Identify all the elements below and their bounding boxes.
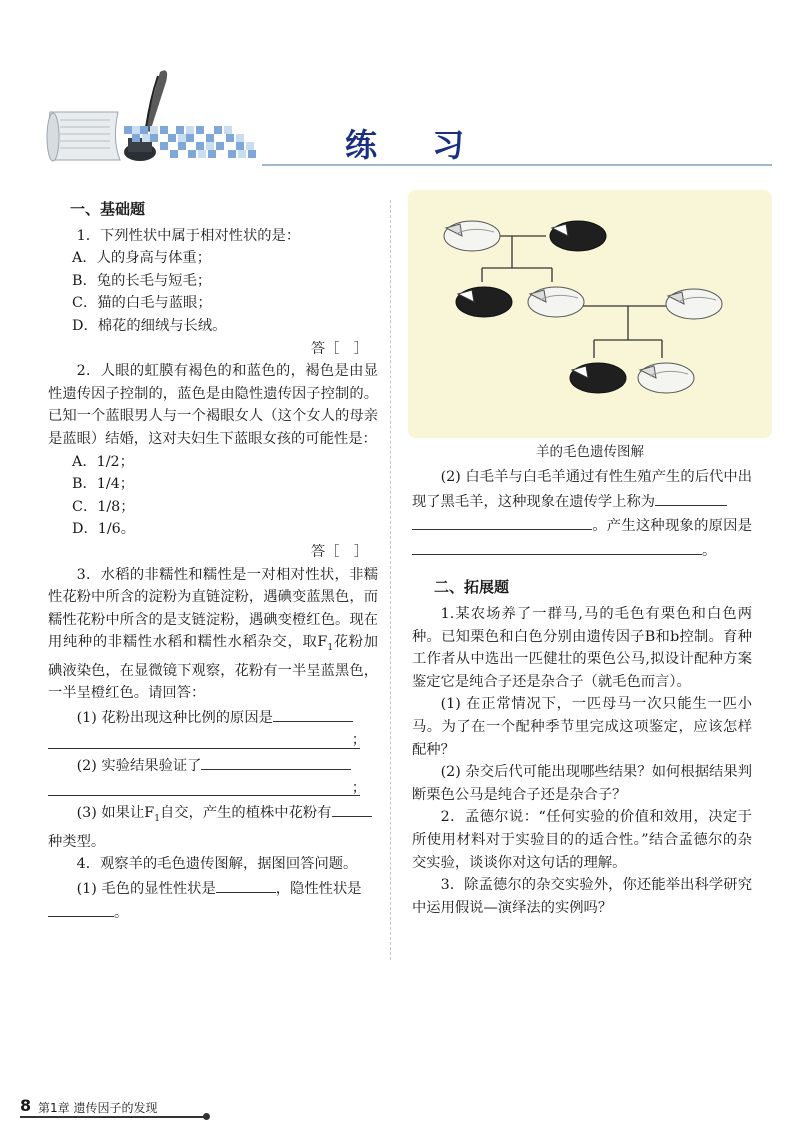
answer-blank[interactable] bbox=[412, 538, 702, 555]
white-sheep-icon bbox=[638, 363, 694, 393]
option: D．棉花的细绒与长绒。 bbox=[72, 317, 227, 334]
extension-question-1-sub2: (2) 杂交后代可能出现哪些结果？如何根据结果判断栗色公马是纯合子还是杂合子？ bbox=[412, 764, 752, 803]
page-number: 8 bbox=[20, 1096, 32, 1115]
question-4-sub1-end: 。 bbox=[48, 900, 378, 925]
question-4-sub2: (2) 白毛羊与白毛羊通过有性生殖产生的后代中出现了黑毛羊，这种现象在遗传学上称为 。产生这种现象的原因是。 bbox=[412, 469, 752, 559]
question-4-stem: 4．观察羊的毛色遗传图解，据图回答问题。 bbox=[76, 856, 358, 873]
black-sheep-icon bbox=[550, 221, 606, 251]
question-2-stem: 2．人眼的虹膜有褐色的和蓝色的，褐色是由显性遗传因子控制的，蓝色是由隐性遗传因子控制的。已知一个蓝眼男人与一个褐眼女人（这个女人的母亲是蓝眼）结婚，这对夫妇生下蓝眼女孩的可能性是： bbox=[48, 363, 378, 447]
answer-blank[interactable] bbox=[48, 900, 114, 917]
header-rule bbox=[262, 164, 772, 166]
question-3-sub3-end: 种类型。 bbox=[48, 833, 106, 850]
question-3-stem: 3．水稻的非糯性和糯性是一对相对性状，非糯性花粉中所含的淀粉为直链淀粉，遇碘变蓝黑色，而糯性花粉中所含的是支链淀粉，遇碘变橙红色。现在用纯种的非糯性水稻和糯性水稻杂交，取$F_1$花粉加碘液染色，在显微镜下观察，花粉有一半呈蓝黑色，一半呈橙红色。请回答： bbox=[48, 566, 378, 702]
answer-blank[interactable]: ； bbox=[48, 730, 360, 749]
question-1-stem: 1．下列性状中属于相对性状的是： bbox=[76, 227, 301, 244]
extension-question-2: 2．孟德尔说：“任何实验的价值和效用，决定于所使用材料对于实验目的的适合性。”结合孟德尔的杂交实验，谈谈你对这句话的理解。 bbox=[412, 809, 752, 871]
option: A．1/2； bbox=[72, 453, 134, 470]
extension-question-1: 1.某农场养了一群马,马的毛色有栗色和白色两种。已知栗色和白色分别由遗传因子B和b控制。育种工作者从中选出一匹健壮的栗色公马,拟设计配种方案鉴定它是纯合子还是杂合子（就毛色而言）。 bbox=[412, 605, 752, 690]
question-3-sub1: (1) 花粉出现这种比例的原因是 bbox=[48, 705, 378, 730]
option: C．1/8； bbox=[72, 498, 135, 515]
page-title: 练 习 bbox=[345, 126, 487, 164]
white-sheep-icon bbox=[444, 221, 500, 251]
answer-blank[interactable] bbox=[273, 705, 353, 722]
extension-question-3: 3．除孟德尔的杂交实验外，你还能举出科学研究中运用假说—演绎法的实例吗？ bbox=[412, 877, 752, 916]
white-sheep-icon bbox=[528, 287, 584, 317]
black-sheep-icon bbox=[456, 287, 512, 317]
footer-rule bbox=[20, 1116, 205, 1118]
option: B．1/4； bbox=[72, 476, 135, 493]
answer-blank[interactable]: ； bbox=[48, 777, 360, 796]
sheep-pedigree-figure bbox=[408, 190, 772, 438]
figure-caption: 羊的毛色遗传图解 bbox=[536, 444, 644, 460]
question-3-sub3: (3) 如果让$F_1$自交，产生的植株中花粉有 bbox=[48, 800, 378, 830]
question-3-sub2: (2) 实验结果验证了 bbox=[48, 753, 378, 778]
answer-blank[interactable] bbox=[216, 876, 276, 893]
page-footer bbox=[0, 1096, 800, 1136]
column-divider bbox=[390, 200, 391, 960]
answer-bracket[interactable]: 答［ ］ bbox=[310, 340, 368, 357]
question-4-sub1: (1) 毛色的显性性状是 ，隐性性状是 bbox=[48, 876, 378, 901]
white-sheep-icon bbox=[666, 289, 722, 319]
black-sheep-icon bbox=[570, 363, 626, 393]
section-title-extension: 二、拓展题 bbox=[434, 578, 510, 597]
scroll-icon bbox=[47, 112, 120, 161]
pedigree-diagram bbox=[408, 190, 772, 438]
chapter-title: 第1章 遗传因子的发现 bbox=[38, 1101, 158, 1115]
answer-blank[interactable] bbox=[332, 800, 372, 817]
page-header bbox=[0, 0, 800, 190]
option: B．兔的长毛与短毛； bbox=[72, 272, 212, 289]
answer-blank[interactable] bbox=[201, 753, 351, 770]
right-column bbox=[412, 466, 752, 919]
extension-question-1-sub1: (1) 在正常情况下，一匹母马一次只能生一匹小马。为了在一个配种季节里完成这项鉴定，应该怎样配种？ bbox=[412, 696, 752, 758]
option: A．人的身高与体重； bbox=[72, 250, 211, 267]
option: D．1/6。 bbox=[72, 521, 136, 538]
section-title-basic: 一、基础题 bbox=[70, 200, 146, 218]
left-column bbox=[48, 192, 378, 925]
answer-blank[interactable] bbox=[655, 489, 727, 506]
option: C．猫的白毛与蓝眼； bbox=[72, 295, 212, 312]
answer-bracket[interactable]: 答［ ］ bbox=[310, 543, 368, 560]
answer-blank[interactable] bbox=[412, 513, 592, 530]
footer-dot bbox=[203, 1113, 210, 1120]
